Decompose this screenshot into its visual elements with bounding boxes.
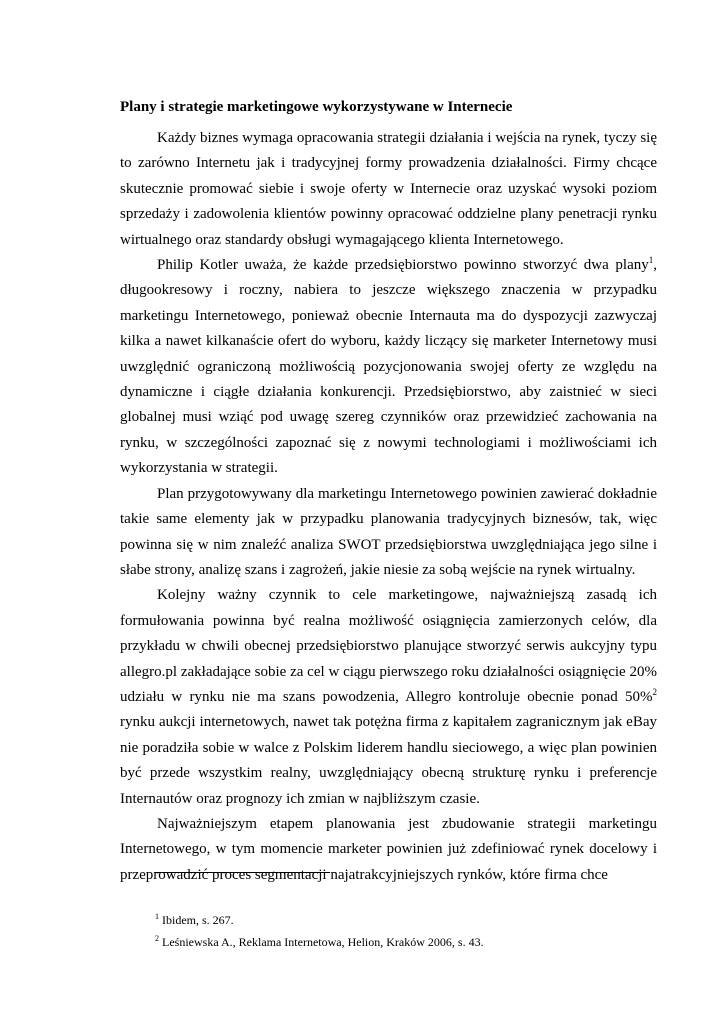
footnote-1 [155,912,234,928]
paragraph-text: rynku aukcji internetowych, nawet tak potężna firma z kapitałem zagranicznym jak eBay nie poradziła sobie w walce z Polskim liderem handlu sieciowego, a więc plan powinien być przede wszystkim realny, uwzględniający obecną strukturę rynku i preferencje Internautów oraz prognozy ich zmian w najbliższym czasie. [120,714,657,807]
paragraph-text: Plan przygotowywany dla marketingu Internetowego powinien zawierać dokładnie takie same elementy jak w przypadku planowania tradycyjnych biznesów, tak, więc powinna się w nim znaleźć analiza SWOT przedsiębiorstwa uwzględniająca jego silne i słabe strony, analizę szans i zagrożeń, jakie niesie za sobą wejście na rynek wirtualny. [120,485,657,578]
paragraph-text: , długookresowy i roczny, nabiera to jeszcze większego znaczenia w przypadku marketingu Internetowego, ponieważ obecnie Internauta ma do dyspozycji zazwyczaj kilka a nawet kilkanaście ofert do wyboru, każdy liczący się marketer Internetowy musi uwzględnić ograniczoną możliwością pozycjonowania swojej oferty ze względu na dynamiczne i ciągłe działania konkurencji. Przedsiębiorstwo, aby zaistnieć w sieci globalnej musi wziąć pod uwagę szereg czynników oraz przewidzieć zachowania na rynku, w szczególności zapoznać się z nowymi technologiami i możliwościami ich wykorzystania w strategii. [120,257,657,477]
footnote-text: Ibidem, s. 267. [162,913,234,927]
footnote-separator [155,872,330,873]
paragraph-text: Kolejny ważny czynnik to cele marketingowe, najważniejszą zasadą ich formułowania powinna być realna możliwość osiągnięcia zamierzonych celów, dla przykładu w chwili obecnej przedsiębiorstwo planujące stworzyć serwis aukcyjny typu allegro.pl zakładające sobie za cel w ciągu pierwszego roku działalności osiągnięcie 20% udziału w rynku nie ma szans powodzenia, Allegro kontroluje obecnie ponad 50% [120,587,657,705]
paragraph-3 [120,482,657,584]
footnote-reference[interactable]: 1 [648,255,654,266]
footnote-number: 2 [155,934,159,943]
footnote-text: Leśniewska A., Reklama Internetowa, Helion, Kraków 2006, s. 43. [162,935,484,949]
footnote-reference[interactable]: 2 [652,686,657,697]
paragraph-text: Philip Kotler uważa, że każde przedsiębiorstwo powinno stworzyć dwa plany [157,257,649,274]
paragraph-2 [120,253,657,482]
footnote-number: 1 [155,912,159,921]
paragraph-4 [120,583,657,812]
footnote-2 [155,934,484,950]
body-text [120,126,657,888]
paragraph-5 [120,812,657,888]
paragraph-text: Najważniejszym etapem planowania jest zbudowanie strategii marketingu Internetowego, w tym momencie marketer powinien już zdefiniować rynek docelowy i przeprowadzić proces segmentacji najatrakcyjniejszych rynków, które firma chce [120,815,657,883]
paragraph-text: Każdy biznes wymaga opracowania strategii działania i wejścia na rynek, tyczy się to zarówno Internetu jak i tradycyjnej formy prowadzenia działalności. Firmy chcące skutecznie promować siebie i swoje oferty w Internecie oraz uzyskać wysoki poziom sprzedaży i zadowolenia klientów powinny opracować oddzielne plany penetracji rynku wirtualnego oraz standardy obsługi wymagającego klienta Internetowego. [120,130,657,248]
section-heading: Plany i strategie marketingowe wykorzystywane w Internecie [120,99,513,115]
paragraph-1 [120,126,657,253]
